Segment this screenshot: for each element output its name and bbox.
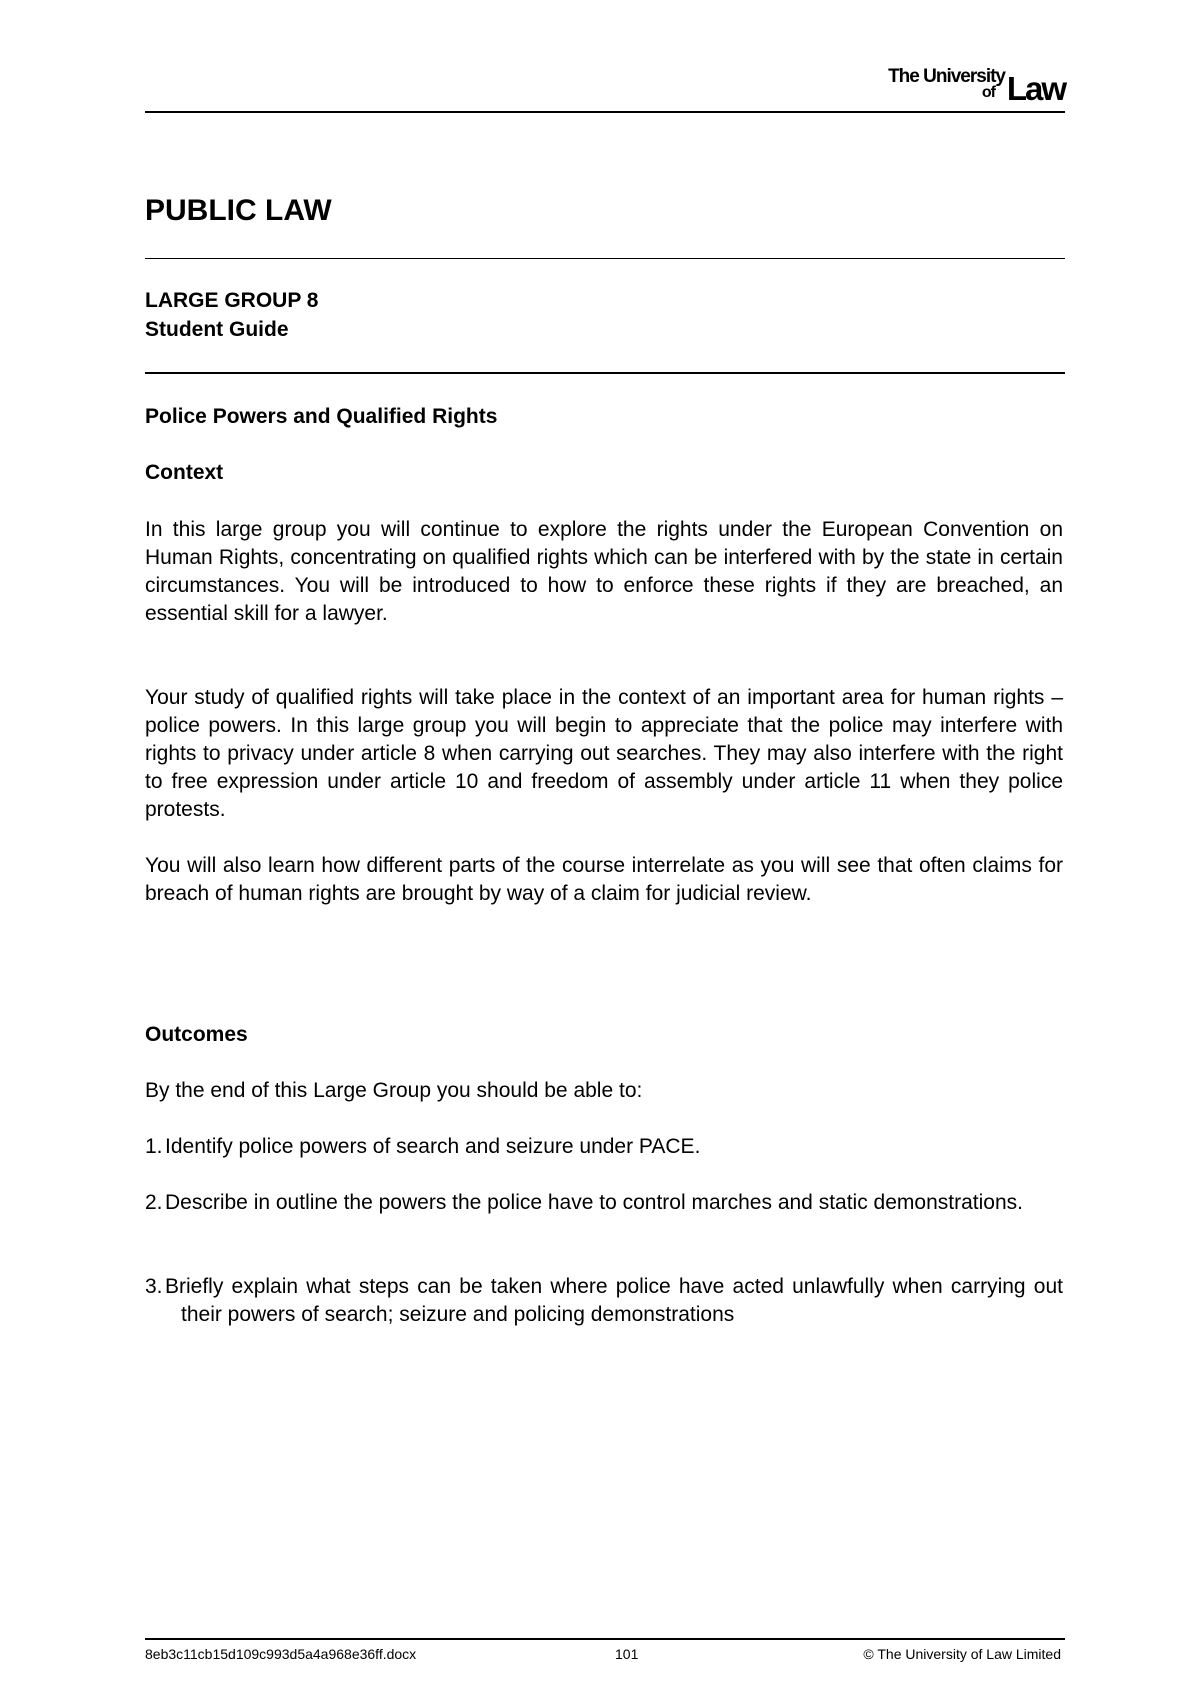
footer-page-number: 101 <box>615 1646 639 1662</box>
logo-line-law: Law <box>1006 70 1065 107</box>
title-divider <box>145 258 1065 259</box>
outcome-number: 1. <box>145 1135 163 1158</box>
header-divider <box>145 111 1065 113</box>
session-label: LARGE GROUP 8 <box>145 289 319 312</box>
outcomes-intro: By the end of this Large Group you should be able to: <box>145 1079 643 1102</box>
guide-label: Student Guide <box>145 318 289 341</box>
section-title: Police Powers and Qualified Rights <box>145 405 498 428</box>
outcome-text: Briefly explain what steps can be taken where police have acted unlawfully when carrying out their powers of search; seizure and policing demonstrations <box>165 1275 1063 1326</box>
outcomes-heading: Outcomes <box>145 1023 248 1046</box>
footer-copyright: © The University of Law Limited <box>863 1646 1061 1662</box>
footer-divider <box>145 1638 1065 1640</box>
outcome-item <box>145 1189 1063 1217</box>
subtitle-divider <box>145 372 1065 374</box>
university-logo <box>855 66 1065 106</box>
outcome-number: 3. <box>145 1275 163 1298</box>
context-paragraph-2: Your study of qualified rights will take place in the context of an important area for human rights – police powers. In this large group you will begin to appreciate that the police may interfere with rights to privacy under article 8 when carrying out searches. They may also interfere with the right to free expression under article 10 and freedom of assembly under article 11 when they police protests. <box>145 686 1063 821</box>
logo-line-university: The University <box>888 66 1005 87</box>
outcome-item <box>145 1273 1063 1329</box>
context-heading: Context <box>145 461 224 484</box>
document-title: PUBLIC LAW <box>145 194 332 227</box>
outcome-number: 2. <box>145 1191 163 1214</box>
context-paragraph-1: In this large group you will continue to explore the rights under the European Convention on Human Rights, concentrating on qualified rights which can be interfered with by the state in certain circumstances. You will be introduced to how to enforce these rights if they are breached, an essential skill for a lawyer. <box>145 518 1063 625</box>
outcome-text: Describe in outline the powers the police have to control marches and static demonstrations. <box>165 1191 1023 1214</box>
document-page <box>145 0 1065 1698</box>
footer-filename: 8eb3c11cb15d109c993d5a4a968e36ff.docx <box>145 1646 417 1662</box>
outcome-text: Identify police powers of search and seizure under PACE. <box>165 1135 701 1158</box>
outcome-item <box>145 1133 1063 1161</box>
context-paragraph-3: You will also learn how different parts of the course interrelate as you will see that often claims for breach of human rights are brought by way of a claim for judicial review. <box>145 854 1063 905</box>
logo-line-of: of <box>981 84 995 101</box>
